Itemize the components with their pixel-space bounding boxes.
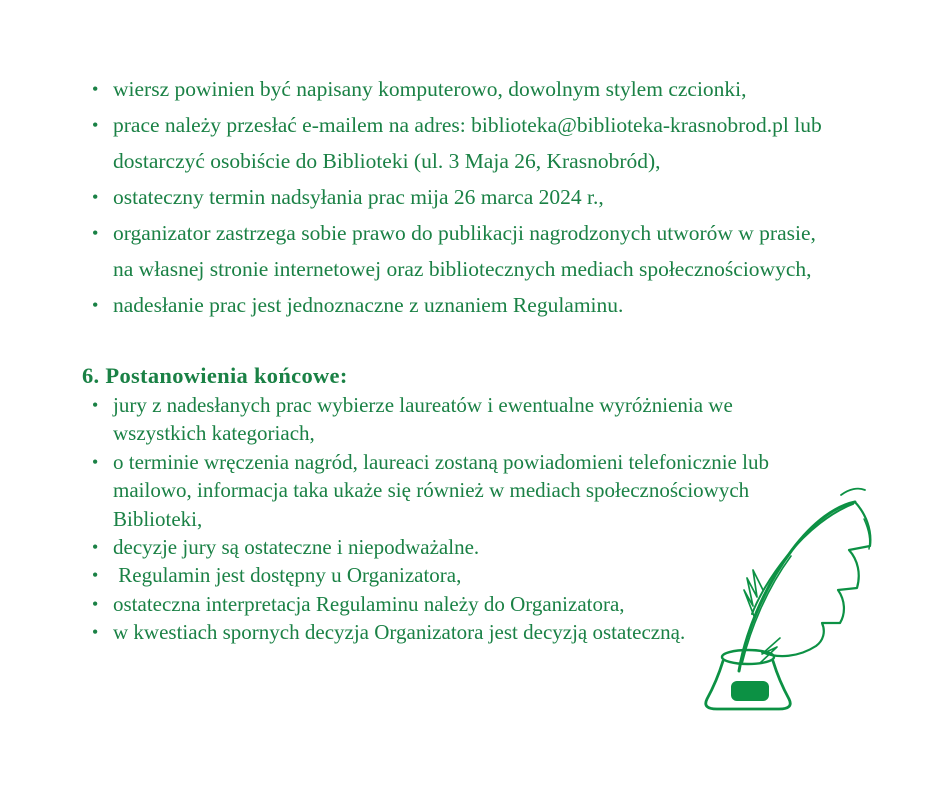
text-line: ostateczna interpretacja Regulaminu należy do Organizatora, (113, 591, 625, 616)
list-item-text (113, 107, 862, 179)
quill-shaft-inner-line (742, 556, 791, 664)
bullet-icon: • (92, 295, 99, 315)
text-line: nadesłanie prac jest jednoznaczne z uznaniem Regulaminu. (113, 293, 624, 317)
bullet-icon: • (92, 451, 99, 472)
text-line: decyzje jury są ostateczne i niepodważalne. (113, 535, 480, 560)
list-item (92, 391, 832, 448)
bullet-icon: • (92, 537, 99, 558)
bullet-icon: • (92, 79, 99, 99)
text-line: Regulamin jest dostępny u Organizatora, (113, 563, 462, 588)
text-line: jury z nadesłanych prac wybierze laureatów i ewentualne wyróżnienia we (113, 393, 733, 417)
bullet-icon: • (92, 593, 99, 614)
list-item (92, 107, 862, 179)
quill-pen-inkwell-illustration (692, 478, 927, 723)
text-line: wiersz powinien być napisany komputerowo, dowolnym stylem czcionki, (113, 77, 747, 101)
list-item-text (113, 179, 862, 215)
quill-shaft (739, 502, 855, 671)
bullet-icon: • (92, 115, 99, 135)
text-line: dostarczyć osobiście do Biblioteki (ul. 3 Maja 26, Krasnobród), (113, 149, 661, 173)
bullet-icon: • (92, 395, 99, 415)
list-item (92, 71, 862, 107)
list-item (92, 287, 862, 323)
list-item-text (113, 391, 832, 448)
text-line: organizator zastrzega sobie prawo do publikacji nagrodzonych utworów w prasie, (113, 221, 816, 245)
bullet-icon: • (92, 223, 99, 243)
text-line: w kwestiach spornych decyzja Organizatora jest decyzją ostateczną. (113, 620, 686, 645)
bullet-icon: • (92, 187, 99, 207)
text-line: na własnej stronie internetowej oraz bibliotecznych mediach społecznościowych, (113, 257, 812, 281)
inkwell-label (731, 681, 769, 701)
list-item-text (113, 287, 862, 323)
text-line: o terminie wręczenia nagród, laureaci zostaną powiadomieni telefonicznie lub (113, 449, 769, 474)
text-line: wszystkich kategoriach, (113, 421, 315, 446)
list-item-text (113, 71, 862, 107)
text-line: prace należy przesłać e-mailem na adres: biblioteka@biblioteka-krasnobrod.pl lub (113, 113, 822, 137)
bullet-icon: • (92, 622, 99, 643)
text-line: ostateczny termin nadsyłania prac mija 26 marca 2024 r., (113, 185, 604, 209)
text-line: Biblioteki, (113, 506, 203, 531)
submission-rules-list (92, 71, 862, 323)
feather-left-edge (752, 504, 853, 614)
bullet-icon: • (92, 565, 99, 586)
list-item (92, 215, 862, 287)
list-item-text (113, 215, 862, 287)
section-heading-final-provisions: 6. Postanowienia końcowe: (82, 363, 348, 388)
text-line: mailowo, informacja taka ukaże się również w mediach społecznościowych (113, 478, 750, 503)
list-item (92, 179, 862, 215)
feather-tip-flick (841, 489, 865, 495)
